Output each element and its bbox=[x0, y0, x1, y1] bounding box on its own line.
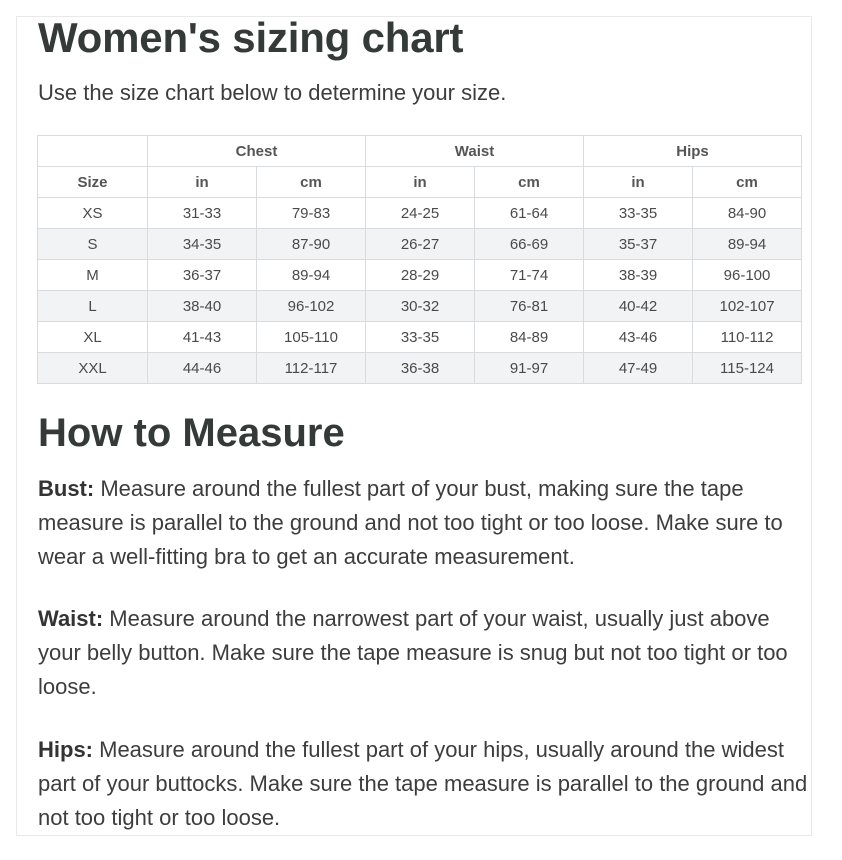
measurement-cell: 35-37 bbox=[584, 229, 693, 260]
table-row bbox=[38, 353, 802, 384]
measurement-cell: 33-35 bbox=[366, 322, 475, 353]
hips-text: Measure around the fullest part of your hips, usually around the widest part of your buttocks. Make sure the tape measure is parallel to the ground and not too tight or too loose. bbox=[38, 737, 808, 830]
size-chart-table bbox=[37, 135, 802, 384]
page-title: Women's sizing chart bbox=[38, 14, 464, 61]
measurement-cell: 40-42 bbox=[584, 291, 693, 322]
measurement-cell: 84-90 bbox=[693, 198, 802, 229]
waist-instructions bbox=[38, 602, 808, 704]
measurement-cell: 34-35 bbox=[148, 229, 257, 260]
waist-label: Waist: bbox=[38, 606, 104, 631]
table-group-header-row bbox=[38, 136, 802, 167]
table-row bbox=[38, 291, 802, 322]
size-cell: XXL bbox=[38, 353, 148, 384]
table-header-blank bbox=[38, 136, 148, 167]
measurement-cell: 66-69 bbox=[475, 229, 584, 260]
measurement-cell: 61-64 bbox=[475, 198, 584, 229]
measurement-cell: 38-40 bbox=[148, 291, 257, 322]
measurement-cell: 36-37 bbox=[148, 260, 257, 291]
measurement-cell: 96-100 bbox=[693, 260, 802, 291]
measurement-cell: 112-117 bbox=[257, 353, 366, 384]
table-header-waist-in: in bbox=[366, 167, 475, 198]
measurement-cell: 43-46 bbox=[584, 322, 693, 353]
measurement-cell: 71-74 bbox=[475, 260, 584, 291]
bust-instructions bbox=[38, 472, 808, 574]
size-cell: S bbox=[38, 229, 148, 260]
measurement-cell: 102-107 bbox=[693, 291, 802, 322]
table-header-hips: Hips bbox=[584, 136, 802, 167]
size-cell: XS bbox=[38, 198, 148, 229]
measurement-cell: 110-112 bbox=[693, 322, 802, 353]
measurement-cell: 36-38 bbox=[366, 353, 475, 384]
measurement-cell: 24-25 bbox=[366, 198, 475, 229]
table-header-chest: Chest bbox=[148, 136, 366, 167]
table-header-hips-in: in bbox=[584, 167, 693, 198]
measurement-cell: 33-35 bbox=[584, 198, 693, 229]
hips-instructions bbox=[38, 733, 808, 835]
measurement-cell: 89-94 bbox=[257, 260, 366, 291]
table-row bbox=[38, 198, 802, 229]
measurement-cell: 41-43 bbox=[148, 322, 257, 353]
measurement-cell: 26-27 bbox=[366, 229, 475, 260]
table-header-chest-in: in bbox=[148, 167, 257, 198]
measurement-cell: 89-94 bbox=[693, 229, 802, 260]
measurement-cell: 84-89 bbox=[475, 322, 584, 353]
table-row bbox=[38, 260, 802, 291]
measurement-cell: 96-102 bbox=[257, 291, 366, 322]
measurement-cell: 79-83 bbox=[257, 198, 366, 229]
table-header-size: Size bbox=[38, 167, 148, 198]
measurement-cell: 38-39 bbox=[584, 260, 693, 291]
measurement-cell: 30-32 bbox=[366, 291, 475, 322]
page-subtitle: Use the size chart below to determine your size. bbox=[38, 80, 507, 105]
table-unit-header-row bbox=[38, 167, 802, 198]
measurement-cell: 47-49 bbox=[584, 353, 693, 384]
measurement-cell: 28-29 bbox=[366, 260, 475, 291]
size-cell: M bbox=[38, 260, 148, 291]
measurement-cell: 44-46 bbox=[148, 353, 257, 384]
hips-label: Hips: bbox=[38, 737, 93, 762]
table-header-waist: Waist bbox=[366, 136, 584, 167]
measurement-cell: 115-124 bbox=[693, 353, 802, 384]
table-header-hips-cm: cm bbox=[693, 167, 802, 198]
table-row bbox=[38, 229, 802, 260]
measurement-cell: 87-90 bbox=[257, 229, 366, 260]
bust-label: Bust: bbox=[38, 476, 95, 501]
measurement-cell: 31-33 bbox=[148, 198, 257, 229]
measurement-cell: 105-110 bbox=[257, 322, 366, 353]
how-to-measure-heading: How to Measure bbox=[38, 411, 345, 455]
table-header-waist-cm: cm bbox=[475, 167, 584, 198]
table-row bbox=[38, 322, 802, 353]
bust-text: Measure around the fullest part of your bust, making sure the tape measure is parallel to the ground and not too tight or too loose. Make sure to wear a well-fitting bra to get an accurate measurement. bbox=[38, 476, 783, 569]
measurement-cell: 91-97 bbox=[475, 353, 584, 384]
size-cell: XL bbox=[38, 322, 148, 353]
size-cell: L bbox=[38, 291, 148, 322]
table-header-chest-cm: cm bbox=[257, 167, 366, 198]
measurement-cell: 76-81 bbox=[475, 291, 584, 322]
waist-text: Measure around the narrowest part of your waist, usually just above your belly button. Make sure the tape measure is snug but not too tight or too loose. bbox=[38, 606, 788, 699]
